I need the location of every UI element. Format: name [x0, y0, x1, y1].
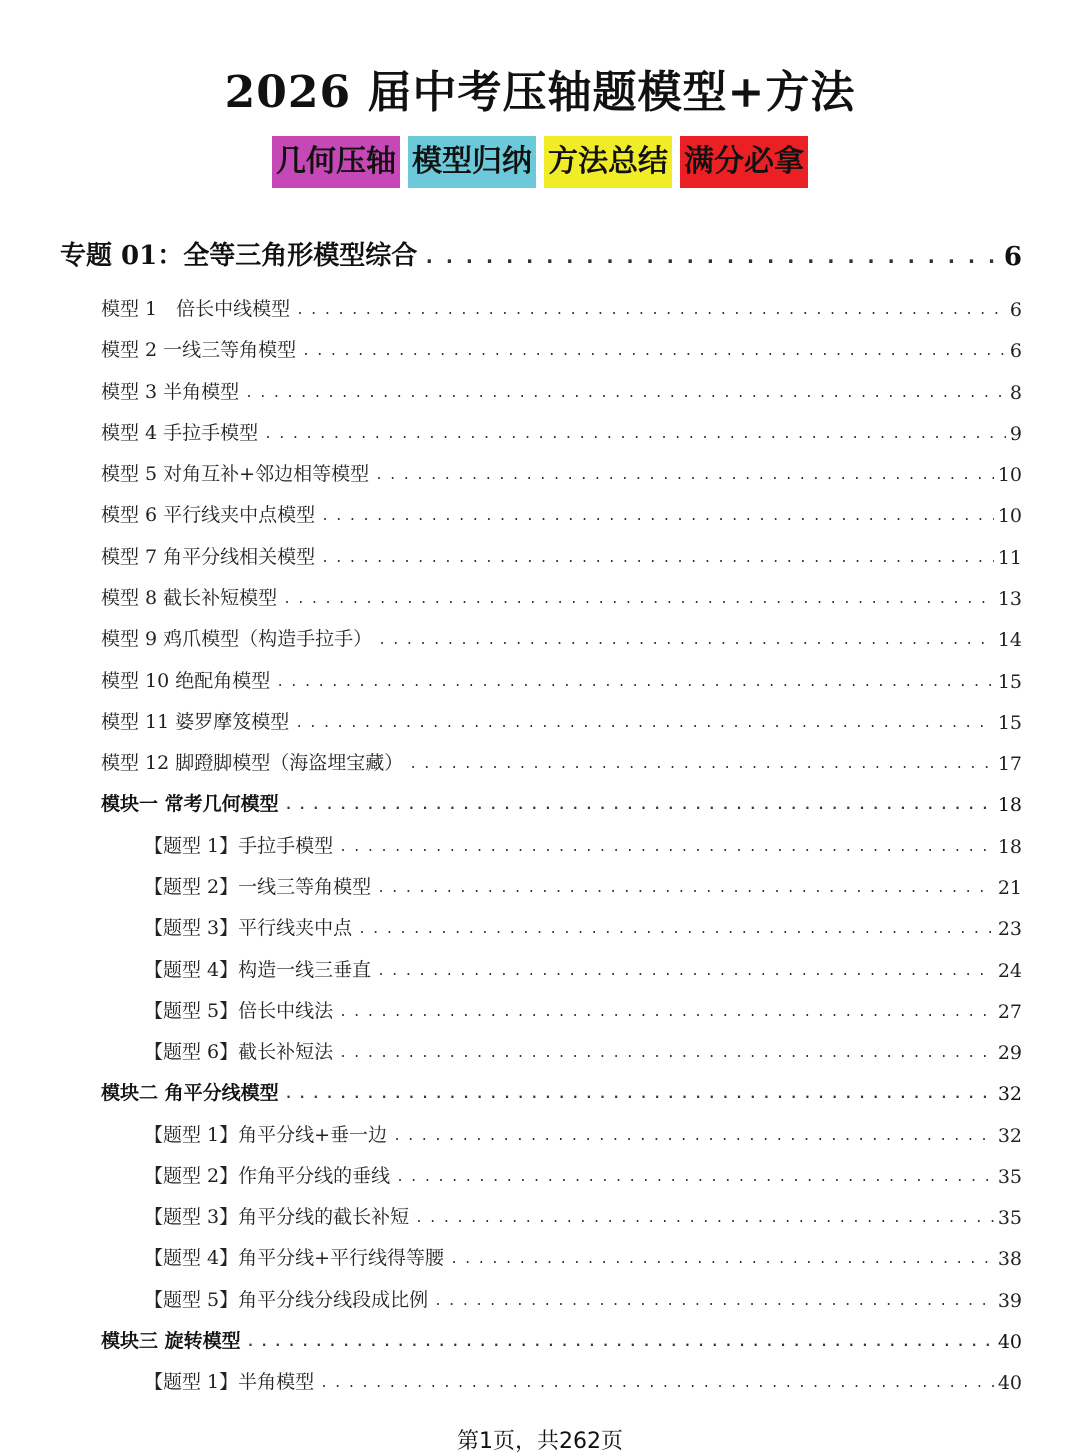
- toc-leader: [321, 509, 994, 527]
- toc-entry[interactable]: [101, 332, 1022, 362]
- toc-entry-label: 【题型 4】角平分线+平行线得等腰: [144, 1247, 445, 1270]
- toc-entry[interactable]: [144, 1364, 1022, 1394]
- tag-full-marks: 满分必拿: [680, 136, 808, 188]
- toc-entry[interactable]: [101, 456, 1022, 486]
- toc-entry-label: 【题型 1】半角模型: [144, 1371, 315, 1394]
- toc-entry-label: 【题型 3】平行线夹中点: [144, 917, 353, 940]
- toc-entry-label: 【题型 6】截长补短法: [144, 1041, 334, 1063]
- toc-entry-label: 模型 4 手拉手模型: [101, 421, 259, 444]
- toc-entry-label: 模型 6 平行线夹中点模型: [101, 504, 316, 527]
- toc-entry-page: 32: [997, 1083, 1022, 1106]
- toc-leader: [375, 468, 994, 486]
- toc-entry[interactable]: [144, 952, 1022, 982]
- toc-leader: [377, 881, 994, 899]
- toc-leader: [295, 716, 994, 734]
- toc-entry[interactable]: [101, 704, 1022, 734]
- toc-entry-page: 35: [997, 1165, 1022, 1188]
- toc-entry-page: 15: [997, 670, 1022, 693]
- toc-entry-label: 模型 9 鸡爪模型（构造手拉手）: [101, 628, 373, 651]
- toc-entry-page: 13: [997, 588, 1022, 610]
- toc-leader: [283, 592, 994, 610]
- tag-model-summary: 模型归纳: [408, 136, 536, 188]
- toc-entry-label: 模型 7 角平分线相关模型: [101, 545, 316, 568]
- toc-entry[interactable]: [101, 663, 1022, 693]
- toc-entry-page: 40: [997, 1331, 1022, 1353]
- toc-leader: [434, 1294, 994, 1312]
- toc-entry-page: 10: [997, 505, 1022, 528]
- toc-entry-label: 模块三 旋转模型: [101, 1330, 241, 1352]
- toc-entry-label: 模型 3 半角模型: [101, 380, 240, 403]
- toc-entry[interactable]: [144, 1240, 1022, 1270]
- toc-leader: [396, 1170, 994, 1188]
- toc-entry[interactable]: [101, 291, 1022, 321]
- toc-entry-page: 24: [997, 959, 1022, 982]
- toc-entry-label: 【题型 5】角平分线分线段成比例: [144, 1288, 429, 1311]
- toc-leader: [245, 386, 1006, 404]
- toc-entry-page: 10: [997, 464, 1022, 487]
- toc-entry[interactable]: [144, 1282, 1022, 1312]
- toc-entry-label: 模型 11 婆罗摩笈模型: [101, 710, 290, 733]
- toc-entry-label: 模型 1 倍长中线模型: [101, 298, 291, 320]
- toc-leader: [339, 1046, 994, 1064]
- toc-entry-label: 模型 2 一线三等角模型: [101, 339, 297, 362]
- toc-leader: [378, 633, 994, 651]
- toc-leader: [450, 1252, 994, 1270]
- toc-leader: [247, 1335, 994, 1353]
- toc-entry-label: 【题型 1】角平分线+垂一边: [144, 1123, 388, 1146]
- toc-entry[interactable]: [101, 621, 1022, 651]
- toc-entry[interactable]: [101, 539, 1022, 569]
- toc-entry[interactable]: [101, 415, 1022, 445]
- toc-entry[interactable]: [101, 580, 1022, 610]
- toc-entry[interactable]: [101, 374, 1022, 404]
- toc-leader: [358, 922, 994, 940]
- toc-leader: [296, 303, 1006, 321]
- document-title: 2026 届中考压轴题模型+方法: [224, 67, 856, 118]
- toc-entry-page: 11: [997, 546, 1022, 569]
- toc-entry[interactable]: [144, 1199, 1022, 1229]
- toc-entry-page: 14: [997, 629, 1022, 652]
- toc-leader: [320, 1376, 994, 1394]
- toc-entry[interactable]: [144, 869, 1022, 899]
- toc-entry[interactable]: [144, 993, 1022, 1023]
- toc-module-entry[interactable]: [101, 1075, 1022, 1105]
- toc-leader: [339, 840, 994, 858]
- toc-entry-page: 39: [997, 1289, 1022, 1312]
- toc-leader: [409, 757, 994, 775]
- toc-entry-page: 40: [997, 1372, 1022, 1395]
- toc-entry-page: 6: [1009, 299, 1022, 321]
- toc-entry[interactable]: [101, 497, 1022, 527]
- toc-leader: [285, 1087, 994, 1105]
- toc-entry-page: 23: [997, 918, 1022, 941]
- tag-row: [0, 136, 1080, 188]
- toc-entry-label: 模型 10 绝配角模型: [101, 669, 271, 692]
- toc-entry-page: 8: [1009, 381, 1022, 404]
- page-indicator: 第1页，共262页: [457, 1429, 623, 1454]
- toc-leader: [264, 427, 1006, 445]
- toc-leader: [415, 1211, 994, 1229]
- toc-leader: [321, 551, 994, 569]
- toc-leader: [302, 344, 1006, 362]
- toc-entry-page: 6: [1009, 340, 1022, 363]
- toc-module-entry[interactable]: [101, 786, 1022, 816]
- toc-entry-label: 【题型 5】倍长中线法: [144, 999, 334, 1022]
- toc-entry-page: 29: [997, 1042, 1022, 1064]
- toc-entry[interactable]: [144, 1117, 1022, 1147]
- toc-topic-page: 6: [1003, 242, 1022, 272]
- toc-entry-page: 38: [997, 1248, 1022, 1271]
- toc-leader: [339, 1005, 994, 1023]
- toc-entry-label: 模型 5 对角互补+邻边相等模型: [101, 463, 370, 486]
- toc-entry[interactable]: [144, 910, 1022, 940]
- toc-entry-label: 【题型 2】作角平分线的垂线: [144, 1164, 391, 1187]
- toc-leader: [423, 244, 1000, 272]
- toc-entry-page: 17: [997, 753, 1022, 776]
- toc-module-entry[interactable]: [101, 1323, 1022, 1353]
- toc-entry[interactable]: [144, 1158, 1022, 1188]
- toc-leader: [393, 1129, 994, 1147]
- toc-entry-page: 21: [997, 876, 1022, 899]
- toc-leader: [377, 964, 994, 982]
- toc-entry-label: 模块一 常考几何模型: [101, 793, 279, 816]
- toc-entry-label: 【题型 1】手拉手模型: [144, 834, 334, 857]
- toc-entry-page: 35: [997, 1207, 1022, 1230]
- toc-entry-page: 27: [997, 1000, 1022, 1023]
- toc-entry-page: 9: [1009, 422, 1022, 445]
- toc-entry-label: 模型 8 截长补短模型: [101, 587, 278, 609]
- toc-leader: [276, 675, 994, 693]
- toc-entry-label: 模块二 角平分线模型: [101, 1082, 279, 1105]
- toc-entry-label: 【题型 4】构造一线三垂直: [144, 958, 372, 981]
- toc-entry-label: 【题型 3】角平分线的截长补短: [144, 1206, 410, 1229]
- toc-entry-label: 模型 12 脚蹬脚模型（海盗埋宝藏）: [101, 752, 404, 775]
- toc-entry-page: 18: [997, 794, 1022, 817]
- toc-entry[interactable]: [144, 1034, 1022, 1064]
- toc-entry[interactable]: [144, 828, 1022, 858]
- toc-topic[interactable]: [60, 232, 1022, 272]
- toc-topic-label: 专题 01：全等三角形模型综合: [60, 241, 418, 271]
- toc-leader: [285, 798, 994, 816]
- toc-entry-label: 【题型 2】一线三等角模型: [144, 875, 372, 898]
- toc-entry-page: 32: [997, 1124, 1022, 1147]
- toc-entry[interactable]: [101, 745, 1022, 775]
- toc-entry-page: 18: [997, 835, 1022, 858]
- tag-geometry: 几何压轴: [272, 136, 400, 188]
- toc-entry-page: 15: [997, 711, 1022, 734]
- tag-method-summary: 方法总结: [544, 136, 672, 188]
